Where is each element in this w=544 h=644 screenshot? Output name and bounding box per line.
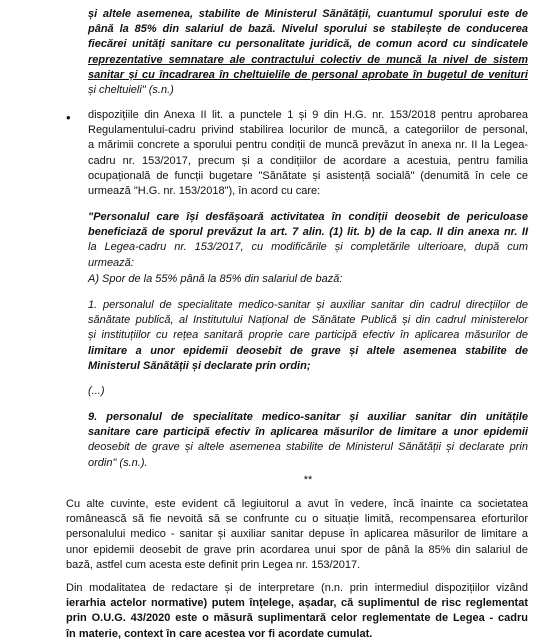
bullet-paragraph xyxy=(88,108,528,199)
item-9 xyxy=(88,410,528,471)
text-line: în materie, context în care acestea vor fi acordate cumulat. xyxy=(66,627,373,640)
text-line: și cheltuieli" (s.n.) xyxy=(88,84,174,97)
text-line: sanitare care participă efectiv în aplicarea măsurilor de limitare a unor epidemii xyxy=(88,426,528,439)
text-line: bază, astfel cum acesta este definit prin Legea nr. 153/2017. xyxy=(66,558,361,571)
text-line: urmează: xyxy=(88,256,134,269)
text-line: românească să fie nevoită să se confrunte cu o situație limită, recompensarea eforturilor xyxy=(66,513,528,526)
text-line: și altele asemenea, stabilite de Ministerul Sănătății, cuantumul sporului este de xyxy=(88,8,528,20)
text-line: deosebit de grave și altele asemenea stabilite de Ministerul Sănătății și declarate prin xyxy=(88,441,528,454)
text-line: dispozițiile din Anexa II lit. a punctele 1 și 9 din H.G. nr. 153/2018 pentru aprobarea xyxy=(88,109,528,121)
bullet-icon: • xyxy=(66,110,71,125)
text-line: personalului medico - sanitar și auxiliar sanitar depuse în aplicarea măsurilor de limitare a xyxy=(66,528,528,541)
text-line: Din modalitatea de redactare și de interpretare (n.n. prin intermediul dispozițiilor vizând xyxy=(66,582,528,594)
text-line: fiecărei unități sanitare cu personalitate juridică, de comun acord cu sindicatele xyxy=(88,38,528,51)
text-line: "Personalul care își desfășoară activitatea în condiții deosebit de periculoase xyxy=(88,211,528,223)
text-line: prin O.U.G. 43/2020 este o măsură suplimentară celor reglementate de Legea - cadru xyxy=(66,612,528,625)
text-line: ierarhia actelor normative) putem înțelege, așadar, că suplimentul de risc reglementat xyxy=(66,597,528,610)
ellipsis xyxy=(88,384,528,399)
text-line: până la 85% din salariul de bază. Nivelul sporului se stabilește de conducerea xyxy=(88,23,528,36)
paragraph-conclusion xyxy=(66,581,528,642)
text-line: ordin" (s.n.). xyxy=(88,456,148,469)
separator-text: ** xyxy=(303,474,313,486)
text-line: unor epidemii deosebit de grave prin acordarea unui spor de până la 85% din salariul de xyxy=(66,543,528,556)
text-line: 1. personalul de specialitate medico-sanitar și auxiliar sanitar din cadrul direcțiilor de xyxy=(88,299,528,311)
text-line: sănătate publică, al Institutului Național de Sănătate Publică și din cadrul ministerelor xyxy=(88,314,528,327)
quoted-regulation xyxy=(88,210,528,271)
text-line: ocupațională de funcții bugetare "Sănătate și asistență socială" (denumită în cele ce xyxy=(88,169,528,182)
text-line: și instituțiilor cu rețea sanitară proprie care participă efectiv în aplicarea măsurilor de xyxy=(88,329,528,342)
text-line: (...) xyxy=(88,385,105,397)
paragraph-legislator-intent xyxy=(66,497,528,573)
section-a-heading xyxy=(88,272,528,287)
text-line: Ministerul Sănătății și declarate prin ordin; xyxy=(88,359,311,372)
text-line: cadru nr. 153/2017, precum și a condițiilor de acordare a acestuia, pentru familia xyxy=(88,154,528,167)
text-line: reprezentative semnatare ale contractului colectiv de muncă la nivel de sistem xyxy=(88,53,528,66)
quote-continuation xyxy=(88,7,528,98)
text-line: Regulamentului-cadru privind stabilirea locurilor de muncă, a categoriilor de personal, xyxy=(88,124,528,137)
text-line: sanitar și cu încadrarea în cheltuielile de personal aprobate în bugetul de venituri xyxy=(88,68,528,81)
text-line: A) Spor de la 55% până la 85% din salariul de bază: xyxy=(88,273,343,285)
text-line: Cu alte cuvinte, este evident că legiuitorul a avut în vedere, încă înainte ca societatea xyxy=(66,498,528,510)
separator xyxy=(88,473,528,488)
text-line: urmează "H.G. nr. 153/2018"), în acord cu care: xyxy=(88,185,321,198)
text-line: 9. personalul de specialitate medico-sanitar și auxiliar sanitar din unitățile xyxy=(88,411,528,423)
text-line: beneficiază de sporul prevăzut la art. 7 alin. (1) lit. b) de la cap. II din anexa nr. II xyxy=(88,226,528,239)
text-line: a mărimii concrete a sporului pentru condiții de muncă prevăzut în anexa nr. II la Legea- xyxy=(88,139,528,152)
text-line: la Legea-cadru nr. 153/2017, cu modificările și completările ulterioare, după cum xyxy=(88,241,528,254)
item-1 xyxy=(88,298,528,374)
text-line: limitare a unor epidemii deosebit de grave și altele asemenea stabilite de xyxy=(88,344,528,357)
